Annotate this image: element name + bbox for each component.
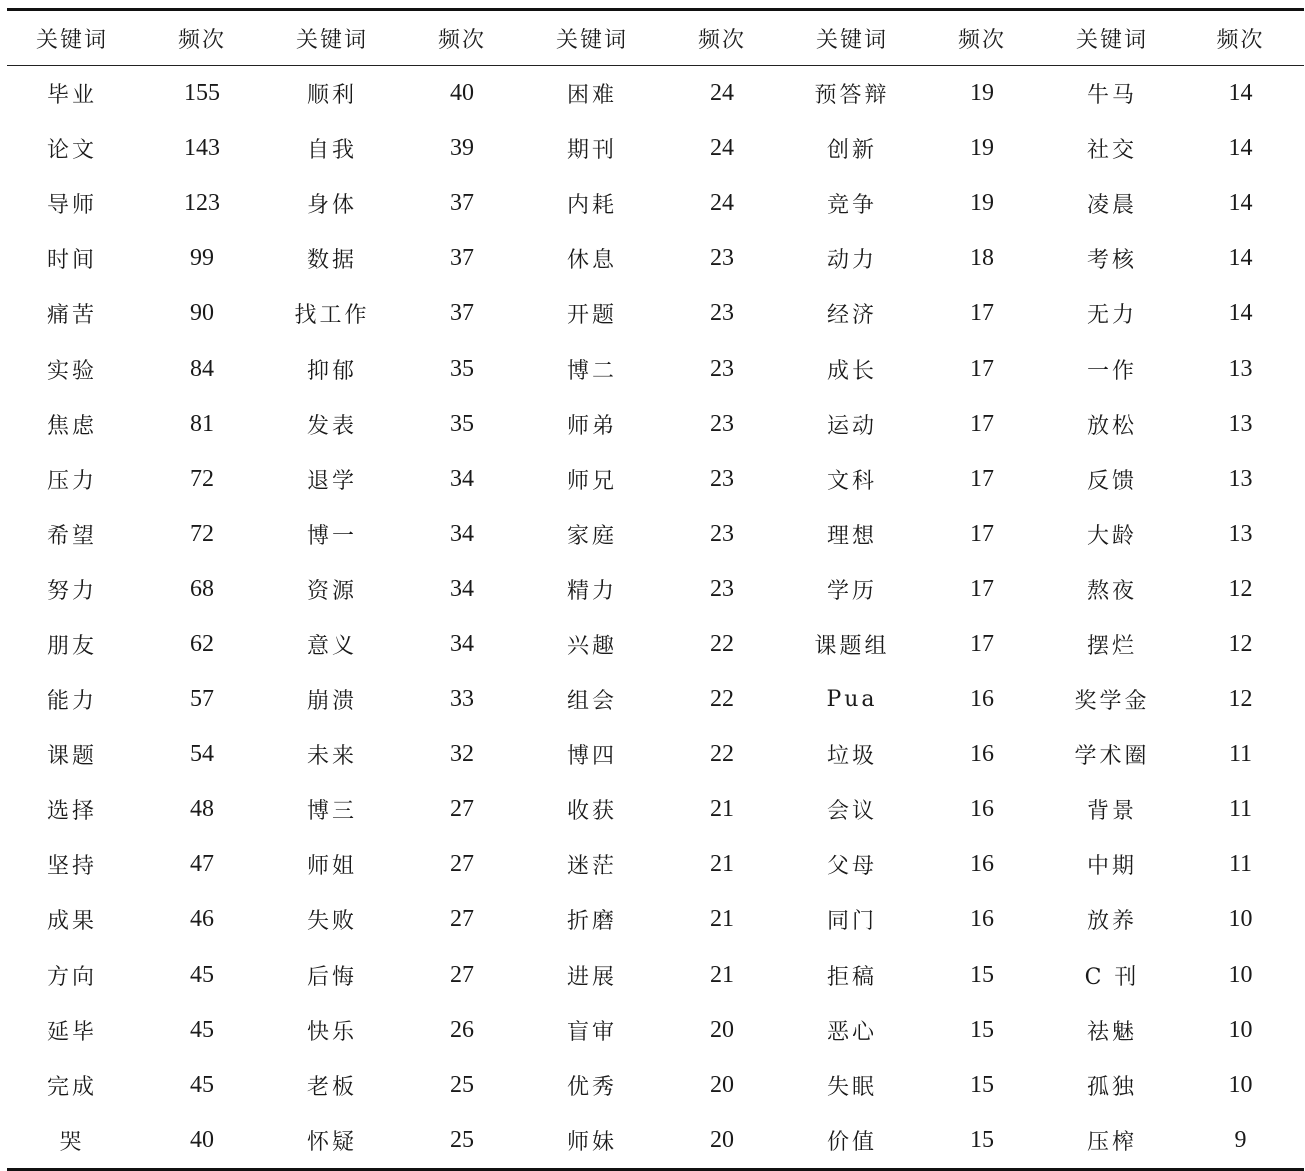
frequency-cell: 23 [710,410,734,437]
frequency-cell: 21 [710,796,734,823]
table-row [7,892,1304,947]
keyword-cell: 焦虑 [46,413,97,439]
keyword-cell: 师姐 [306,854,357,880]
frequency-cell: 21 [710,906,734,933]
frequency-cell: 27 [450,961,474,988]
keyword-cell: 折磨 [566,909,617,935]
keyword-cell: 论文 [46,138,97,164]
frequency-cell: 40 [190,1126,214,1153]
header-frequency: 频次 [957,27,1006,53]
frequency-cell: 123 [184,190,220,217]
keyword-cell: 师弟 [566,413,617,439]
frequency-cell: 40 [450,80,474,107]
frequency-cell: 22 [710,741,734,768]
keyword-cell: 师妹 [566,1129,617,1155]
table-row [7,1113,1304,1170]
frequency-cell: 34 [450,575,474,602]
frequency-cell: 22 [710,686,734,713]
frequency-cell: 17 [970,465,994,492]
keyword-cell: 哭 [59,1129,85,1155]
keyword-cell: 竞争 [826,193,877,219]
header-frequency: 频次 [697,27,746,53]
frequency-cell: 19 [970,190,994,217]
frequency-cell: 39 [450,135,474,162]
table-row [7,452,1304,507]
frequency-cell: 14 [1228,245,1253,272]
keyword-cell: 失败 [306,909,357,935]
keyword-cell: 朋友 [46,633,97,659]
keyword-cell: 博一 [306,523,357,549]
keyword-cell: 导师 [46,193,97,219]
keyword-cell: 一作 [1086,358,1137,384]
keyword-cell: 能力 [46,689,97,715]
keyword-cell: 快乐 [306,1019,357,1045]
frequency-cell: 16 [970,851,994,878]
keyword-cell: 父母 [826,854,877,880]
frequency-cell: 15 [970,1126,994,1153]
keyword-frequency-table [7,8,1304,1171]
keyword-cell: 压力 [46,468,97,494]
keyword-cell: 痛苦 [46,303,97,329]
table-row [7,727,1304,782]
frequency-cell: 16 [970,906,994,933]
frequency-cell: 21 [710,961,734,988]
frequency-cell: 23 [710,355,734,382]
frequency-cell: 34 [450,520,474,547]
table-row [7,948,1304,1003]
header-row [7,10,1304,66]
keyword-cell: 选择 [46,799,97,825]
keyword-cell: 顺利 [306,83,357,109]
keyword-cell: 老板 [306,1074,357,1100]
keyword-cell: 拒稿 [826,964,877,990]
keyword-cell: 放松 [1086,413,1137,439]
keyword-cell: 摆烂 [1086,633,1137,659]
table-row [7,837,1304,892]
keyword-cell: 动力 [826,248,877,274]
frequency-cell: 37 [450,300,474,327]
frequency-cell: 11 [1228,851,1253,878]
keyword-cell: 找工作 [294,303,370,329]
header-keyword: 关键词 [35,27,108,53]
keyword-cell: 恶心 [826,1019,877,1045]
frequency-cell: 12 [1228,686,1253,713]
keyword-cell: 休息 [566,248,617,274]
frequency-cell: 10 [1228,1071,1253,1098]
frequency-cell: 48 [190,796,214,823]
frequency-cell: 20 [710,1016,734,1043]
keyword-cell: 博四 [566,744,617,770]
frequency-cell: 155 [184,80,220,107]
keyword-cell: 家庭 [566,523,617,549]
keyword-cell: 预答辩 [814,83,890,109]
header-keyword: 关键词 [1075,27,1148,53]
keyword-cell: 方向 [46,964,97,990]
frequency-cell: 37 [450,245,474,272]
keyword-cell: 失眠 [826,1074,877,1100]
frequency-cell: 23 [710,245,734,272]
frequency-cell: 16 [970,796,994,823]
table-row [7,341,1304,396]
header-keyword: 关键词 [815,27,888,53]
frequency-cell: 72 [190,465,214,492]
keyword-cell: 运动 [826,413,877,439]
frequency-cell: 15 [970,961,994,988]
table-row [7,782,1304,837]
header-frequency: 频次 [177,27,226,53]
keyword-cell: 实验 [46,358,97,384]
frequency-cell: 24 [710,135,734,162]
table-row [7,507,1304,562]
keyword-cell: 困难 [566,83,617,109]
keyword-cell: 完成 [46,1074,97,1100]
keyword-cell: 经济 [826,303,877,329]
keyword-cell: 社交 [1086,138,1137,164]
keyword-cell: 学术圈 [1074,744,1150,770]
frequency-cell: 14 [1228,135,1253,162]
table-body [7,66,1304,1170]
table-row [7,562,1304,617]
frequency-cell: 45 [190,961,214,988]
keyword-cell: 资源 [306,578,357,604]
keyword-cell: 坚持 [46,854,97,880]
header-keyword: 关键词 [555,27,628,53]
keyword-cell: 组会 [566,689,617,715]
keyword-cell: 课题组 [814,633,890,659]
keyword-cell: 进展 [566,964,617,990]
keyword-cell: 努力 [46,578,97,604]
keyword-cell: 崩溃 [306,689,357,715]
frequency-cell: 27 [450,796,474,823]
keyword-cell: 期刊 [566,138,617,164]
keyword-cell: 垃圾 [826,744,877,770]
keyword-cell: 毕业 [46,83,97,109]
frequency-cell: 25 [450,1126,474,1153]
keyword-cell: 内耗 [566,193,617,219]
keyword-cell: 怀疑 [306,1129,357,1155]
keyword-frequency-table-container [7,8,1304,1171]
keyword-cell: 退学 [306,468,357,494]
keyword-cell: 成果 [46,909,97,935]
frequency-cell: 35 [450,355,474,382]
frequency-cell: 27 [450,906,474,933]
frequency-cell: 14 [1228,190,1253,217]
table-row [7,66,1304,122]
keyword-cell: 放养 [1086,909,1137,935]
table-row [7,672,1304,727]
frequency-cell: 10 [1228,961,1253,988]
frequency-cell: 24 [710,80,734,107]
frequency-cell: 11 [1228,741,1253,768]
keyword-cell: 迷茫 [566,854,617,880]
keyword-cell: 价值 [826,1129,877,1155]
frequency-cell: 13 [1228,520,1253,547]
frequency-cell: 17 [970,355,994,382]
keyword-cell: 师兄 [566,468,617,494]
frequency-cell: 23 [710,575,734,602]
frequency-cell: 68 [190,575,214,602]
keyword-cell: 抑郁 [306,358,357,384]
keyword-cell: 会议 [826,799,877,825]
frequency-cell: 57 [190,686,214,713]
header-frequency: 频次 [1216,27,1265,53]
frequency-cell: 24 [710,190,734,217]
frequency-cell: 17 [970,300,994,327]
keyword-cell: 自我 [306,138,357,164]
frequency-cell: 81 [190,410,214,437]
frequency-cell: 10 [1228,1016,1253,1043]
frequency-cell: 17 [970,575,994,602]
frequency-cell: 35 [450,410,474,437]
keyword-cell: 同门 [826,909,877,935]
keyword-cell: 兴趣 [566,633,617,659]
keyword-cell: 学历 [826,578,877,604]
frequency-cell: 17 [970,520,994,547]
table-row [7,1058,1304,1113]
keyword-cell: 背景 [1086,799,1137,825]
keyword-cell: 未来 [306,744,357,770]
frequency-cell: 90 [190,300,214,327]
frequency-cell: 20 [710,1071,734,1098]
keyword-cell: 意义 [306,633,357,659]
frequency-cell: 84 [190,355,214,382]
frequency-cell: 32 [450,741,474,768]
keyword-cell: 奖学金 [1074,689,1150,715]
keyword-cell: 后悔 [306,964,357,990]
keyword-cell: 凌晨 [1086,193,1137,219]
frequency-cell: 22 [710,630,734,657]
keyword-cell: 牛马 [1086,83,1137,109]
frequency-cell: 17 [970,630,994,657]
frequency-cell: 23 [710,300,734,327]
frequency-cell: 10 [1228,906,1253,933]
keyword-cell: 理想 [826,523,877,549]
keyword-cell: 延毕 [46,1019,97,1045]
frequency-cell: 19 [970,80,994,107]
frequency-cell: 23 [710,520,734,547]
frequency-cell: 25 [450,1071,474,1098]
frequency-cell: 27 [450,851,474,878]
frequency-cell: 9 [1234,1126,1247,1153]
frequency-cell: 13 [1228,410,1253,437]
frequency-cell: 46 [190,906,214,933]
frequency-cell: 16 [970,686,994,713]
frequency-cell: 16 [970,741,994,768]
frequency-cell: 26 [450,1016,474,1043]
frequency-cell: 11 [1228,796,1253,823]
table-row [7,121,1304,176]
frequency-cell: 13 [1228,355,1253,382]
keyword-cell: 成长 [826,358,877,384]
keyword-cell: 希望 [46,523,97,549]
frequency-cell: 54 [190,741,214,768]
table-row [7,397,1304,452]
keyword-cell: 反馈 [1086,468,1137,494]
header-frequency: 频次 [437,27,486,53]
keyword-cell: 收获 [566,799,617,825]
keyword-cell: 大龄 [1086,523,1137,549]
table-header [7,10,1304,66]
frequency-cell: 45 [190,1016,214,1043]
keyword-cell: 开题 [566,303,617,329]
frequency-cell: 14 [1228,300,1253,327]
keyword-cell: 压榨 [1086,1129,1137,1155]
frequency-cell: 15 [970,1016,994,1043]
keyword-cell: 盲审 [566,1019,617,1045]
keyword-cell: 时间 [46,248,97,274]
keyword-cell: 中期 [1086,854,1137,880]
frequency-cell: 17 [970,410,994,437]
header-keyword: 关键词 [295,27,368,53]
table-row [7,286,1304,341]
keyword-cell: 数据 [306,248,357,274]
frequency-cell: 45 [190,1071,214,1098]
frequency-cell: 19 [970,135,994,162]
frequency-cell: 33 [450,686,474,713]
keyword-cell: 精力 [566,578,617,604]
frequency-cell: 72 [190,520,214,547]
frequency-cell: 12 [1228,575,1253,602]
keyword-cell: 课题 [46,744,97,770]
frequency-cell: 13 [1228,465,1253,492]
keyword-cell: 祛魅 [1086,1019,1137,1045]
frequency-cell: 15 [970,1071,994,1098]
keyword-cell: 文科 [826,468,877,494]
keyword-cell: 发表 [306,413,357,439]
frequency-cell: 47 [190,851,214,878]
keyword-cell: 无力 [1086,303,1137,329]
frequency-cell: 37 [450,190,474,217]
keyword-cell: 孤独 [1086,1074,1137,1100]
frequency-cell: 99 [190,245,214,272]
keyword-cell: Pua [826,687,878,713]
keyword-cell: 创新 [826,138,877,164]
frequency-cell: 62 [190,630,214,657]
keyword-cell: 熬夜 [1086,578,1137,604]
table-row [7,617,1304,672]
frequency-cell: 18 [970,245,994,272]
keyword-cell: 优秀 [566,1074,617,1100]
keyword-cell: 考核 [1086,248,1137,274]
frequency-cell: 12 [1228,630,1253,657]
frequency-cell: 143 [184,135,220,162]
frequency-cell: 20 [710,1126,734,1153]
keyword-cell: 身体 [306,193,357,219]
table-row [7,176,1304,231]
keyword-cell: 博二 [566,358,617,384]
keyword-cell: C 刊 [1084,964,1140,990]
frequency-cell: 21 [710,851,734,878]
frequency-cell: 34 [450,465,474,492]
frequency-cell: 34 [450,630,474,657]
table-row [7,231,1304,286]
frequency-cell: 14 [1228,80,1253,107]
keyword-cell: 博三 [306,799,357,825]
frequency-cell: 23 [710,465,734,492]
table-row [7,1003,1304,1058]
